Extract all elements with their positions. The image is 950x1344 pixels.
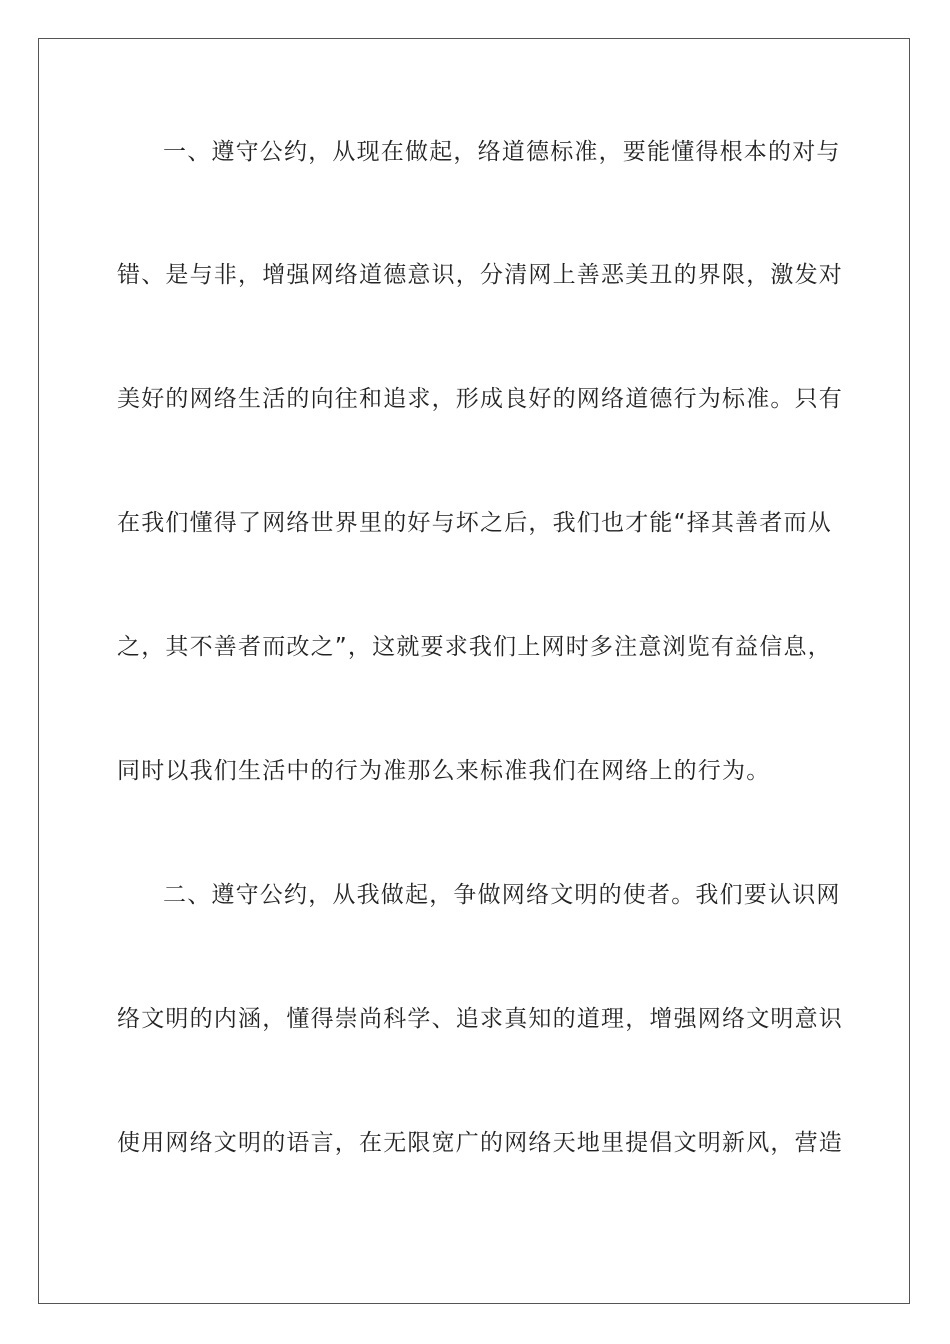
paragraph-1-line-4: 在我们懂得了网络世界里的好与坏之后，我们也才能“择其善者而从 <box>117 510 832 536</box>
paragraph-1-line-3: 美好的网络生活的向往和追求，形成良好的网络道德行为标准。只有 <box>117 386 843 412</box>
paragraph-2-line-2: 络文明的内涵，懂得崇尚科学、追求真知的道理，增强网络文明意识 <box>117 1006 843 1032</box>
paragraph-1-line-6: 同时以我们生活中的行为准那么来标准我们在网络上的行为。 <box>117 758 771 784</box>
paragraph-2-line-3: 使用网络文明的语言，在无限宽广的网络天地里提倡文明新风，营造 <box>117 1130 843 1156</box>
paragraph-1-line-2: 错、是与非，增强网络道德意识，分清网上善恶美丑的界限，激发对 <box>117 262 843 288</box>
paragraph-1-line-1: 一、遵守公约，从现在做起，络道德标准，要能懂得根本的对与 <box>163 139 841 165</box>
paragraph-1-line-5: 之，其不善者而改之”，这就要求我们上网时多注意浏览有益信息， <box>117 634 832 660</box>
page-border <box>38 38 910 1304</box>
paragraph-2-line-1: 二、遵守公约，从我做起，争做网络文明的使者。我们要认识网 <box>163 882 841 908</box>
